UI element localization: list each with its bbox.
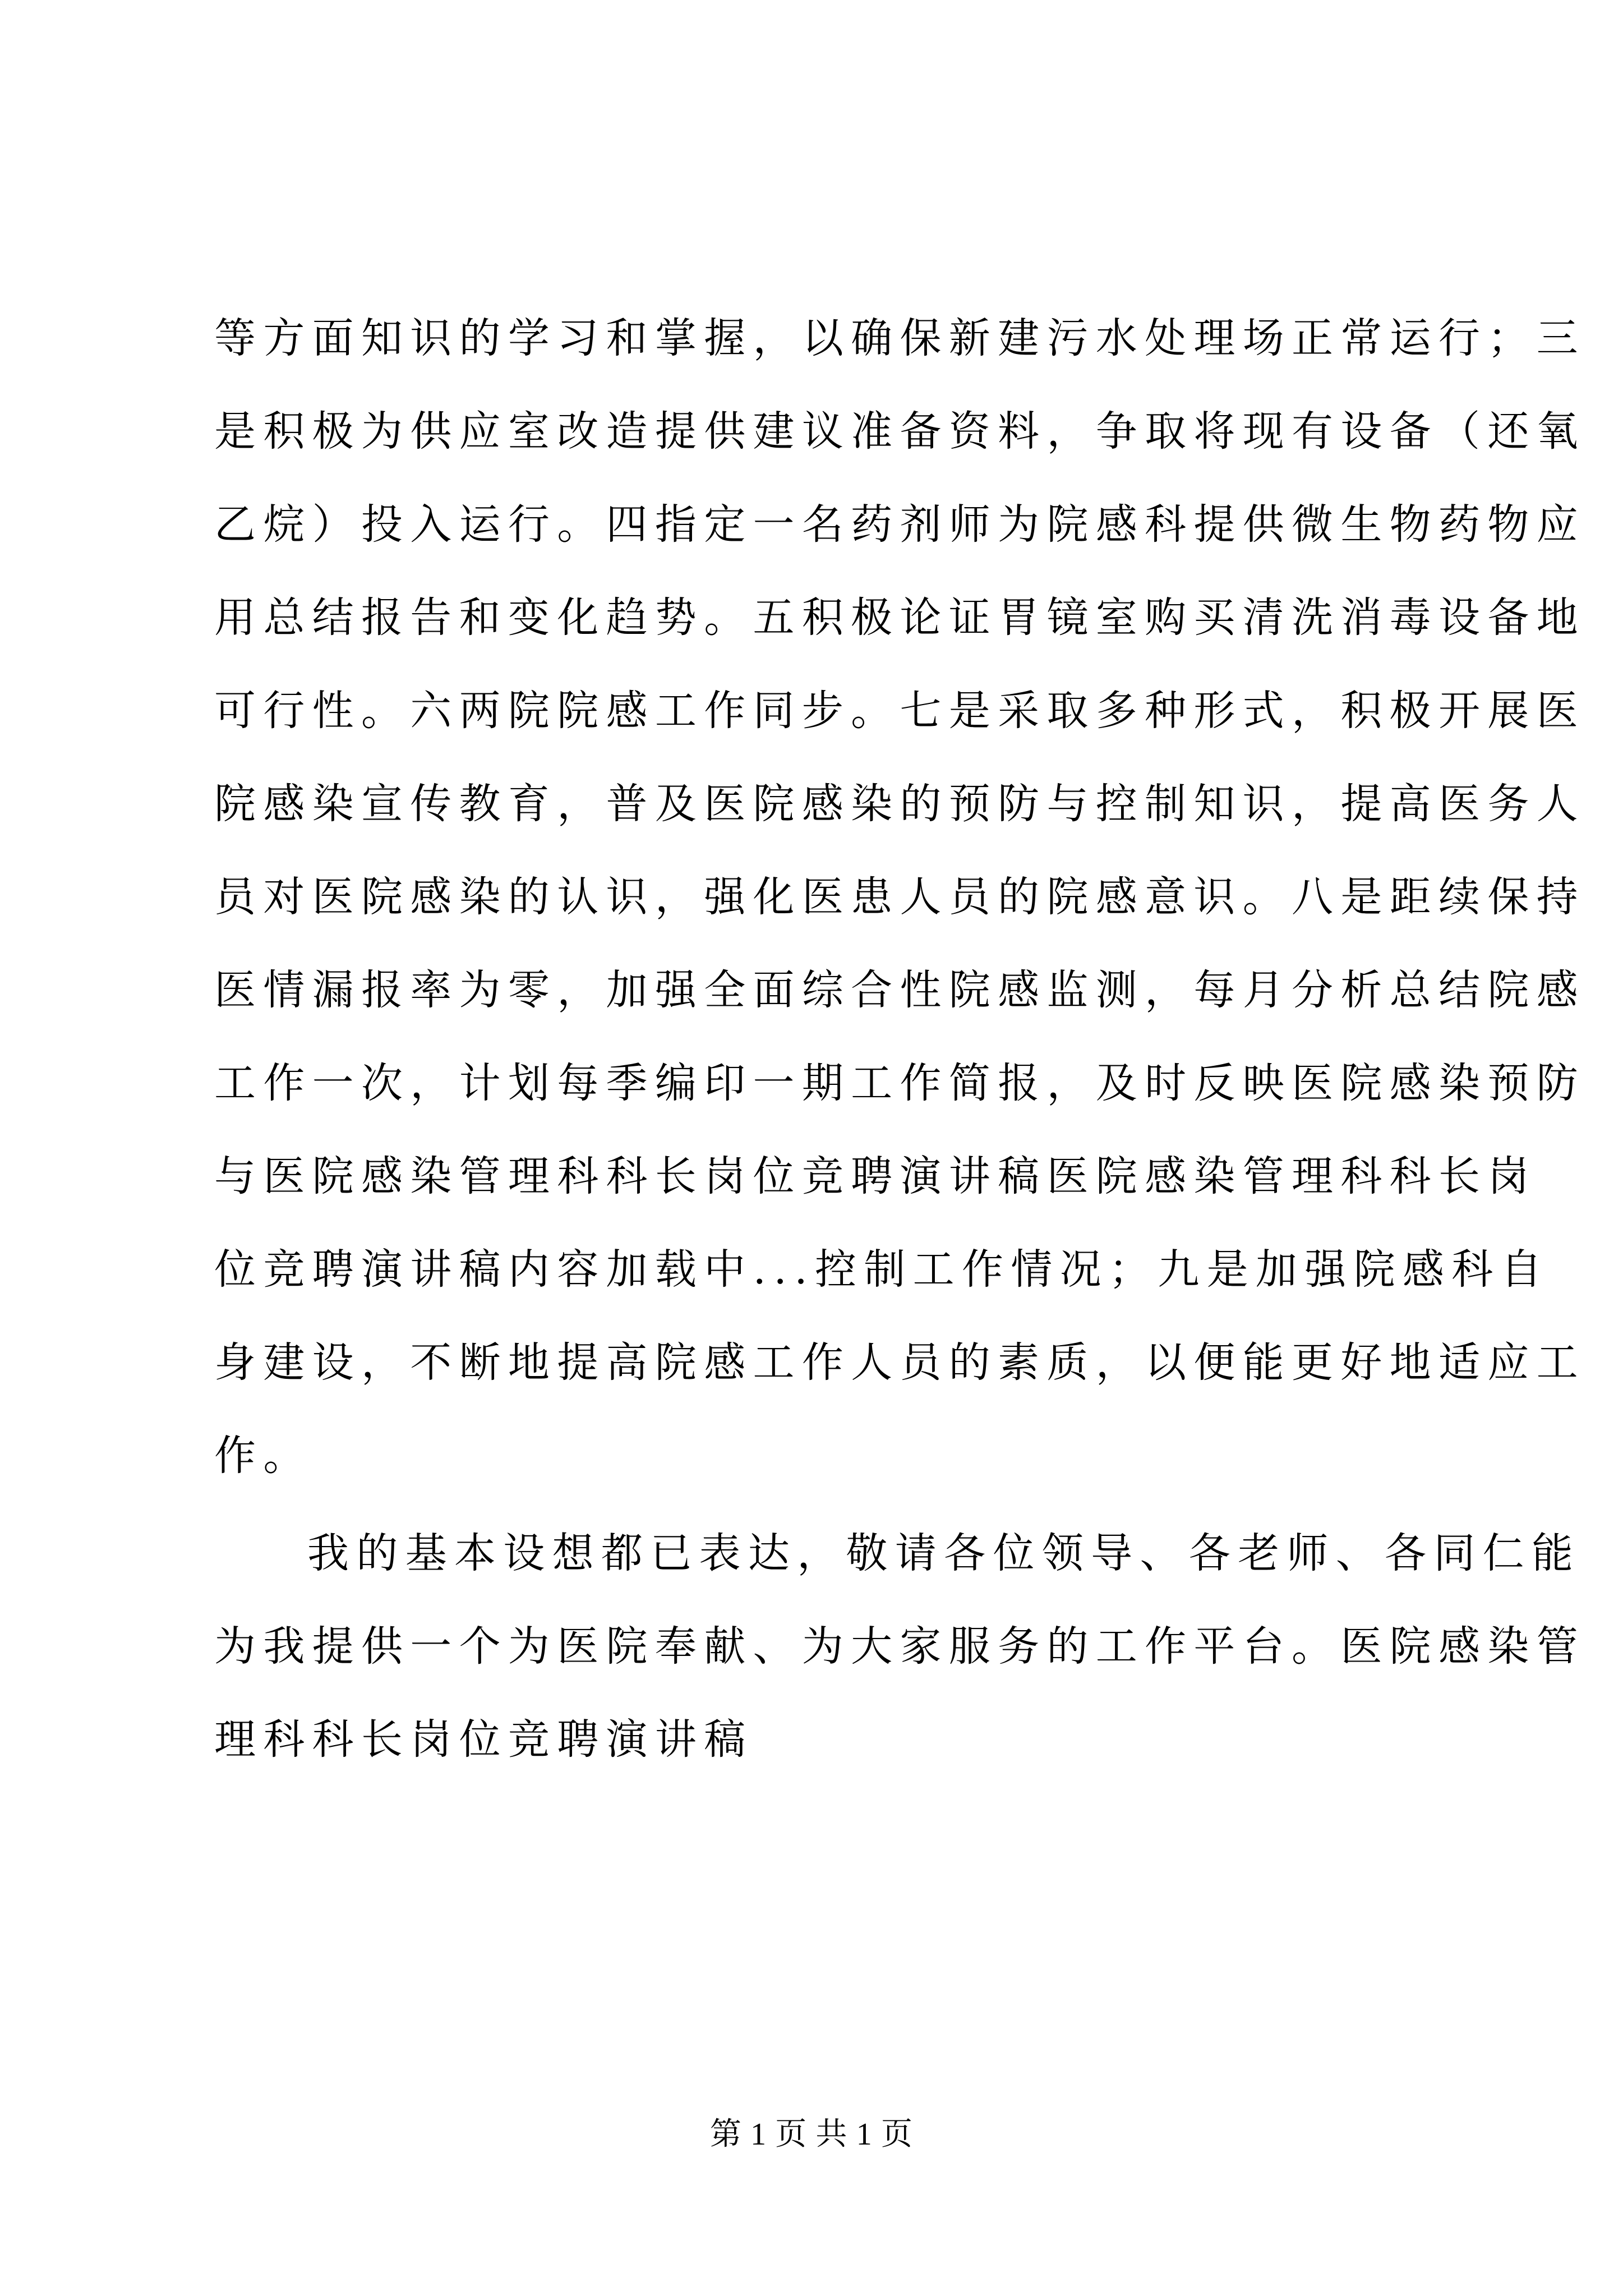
text-line: 为我提供一个为医院奉献、为大家服务的工作平台。医院感染管 xyxy=(214,1622,1585,1671)
paragraph-1 xyxy=(214,292,1585,1502)
text-line: 我的基本设想都已表达，敬请各位领导、各老师、各同仁能 xyxy=(307,1529,1581,1577)
text-line: 身建设，不断地提高院感工作人员的素质，以便能更好地适应工 xyxy=(214,1338,1585,1387)
text-line: 院感染宣传教育，普及医院感染的预防与控制知识，提高医务人 xyxy=(214,780,1585,828)
text-line: 员对医院感染的认识，强化医患人员的院感意识。八是距续保持 xyxy=(214,873,1585,921)
text-line: 医情漏报率为零，加强全面综合性院感监测，每月分析总结院感 xyxy=(214,966,1585,1014)
text-line: 作。 xyxy=(214,1432,312,1480)
text-line: 位竞聘演讲稿内容加载中...控制工作情况；九是加强院感科自 xyxy=(214,1245,1550,1294)
text-line: 乙烷）投入运行。四指定一名药剂师为院感科提供微生物药物应 xyxy=(214,500,1585,549)
text-line: 理科科长岗位竞聘演讲稿 xyxy=(214,1715,753,1764)
text-line: 用总结报告和变化趋势。五积极论证胃镜室购买清洗消毒设备地 xyxy=(214,593,1585,642)
text-line: 可行性。六两院院感工作同步。七是采取多种形式，积极开展医 xyxy=(214,687,1585,735)
page-number: 第 1 页 共 1 页 xyxy=(709,2117,914,2152)
document-body xyxy=(214,292,1585,1786)
text-line: 等方面知识的学习和掌握，以确保新建污水处理场正常运行；三 xyxy=(214,314,1585,362)
page-footer xyxy=(0,2112,1623,2157)
text-line: 工作一次，计划每季编印一期工作简报，及时反映医院感染预防 xyxy=(214,1059,1585,1107)
text-line: 与医院感染管理科科长岗位竞聘演讲稿医院感染管理科科长岗 xyxy=(214,1152,1537,1200)
paragraph-2 xyxy=(214,1507,1585,1786)
text-line: 是积极为供应室改造提供建议准备资料，争取将现有设备（还氧 xyxy=(214,407,1585,455)
